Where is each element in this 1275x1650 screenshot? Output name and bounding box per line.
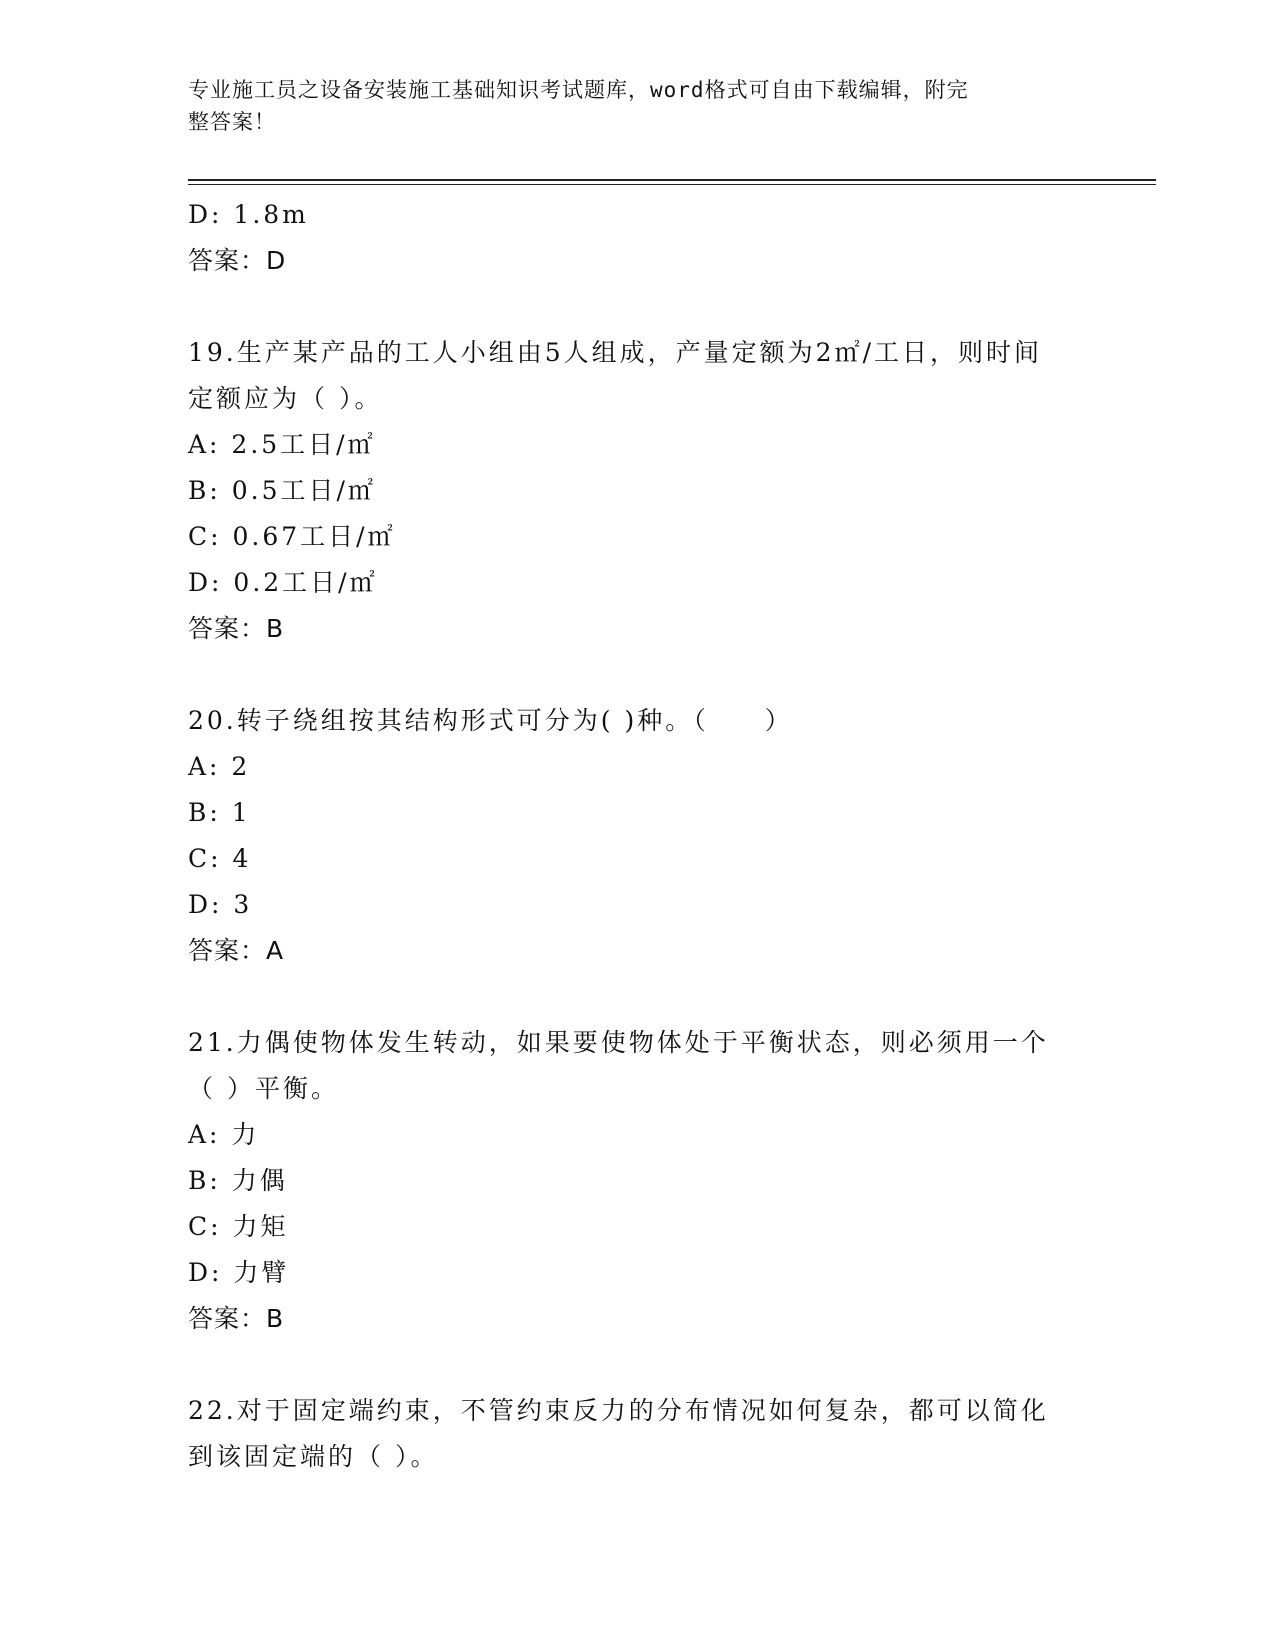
prev-option-d: D: 1.8m	[188, 200, 309, 229]
option-b: B: 0.5工日/㎡	[188, 476, 376, 505]
question-block-21	[188, 1020, 1088, 1342]
prev-answer: 答案：D	[188, 246, 287, 275]
option-d: D: 0.2工日/㎡	[188, 568, 378, 597]
question-block-22	[188, 1388, 1088, 1480]
header-divider-thick	[188, 179, 1156, 181]
question-text-cont: 到该固定端的（ ）。	[188, 1442, 439, 1471]
spacer	[188, 974, 1088, 1020]
option-c: C: 4	[188, 844, 252, 873]
option-b: B: 力偶	[188, 1166, 288, 1195]
answer: 答案：B	[188, 1304, 285, 1333]
header-divider-thin	[188, 184, 1156, 185]
answer: 答案：B	[188, 614, 285, 643]
question-text: 19.生产某产品的工人小组由5人组成，产量定额为2㎡/工日，则时间	[188, 338, 1042, 367]
question-text: 21.力偶使物体发生转动，如果要使物体处于平衡状态，则必须用一个	[188, 1028, 1049, 1057]
option-b: B: 1	[188, 798, 251, 827]
question-block-19	[188, 330, 1088, 652]
option-d: D: 力臂	[188, 1258, 290, 1287]
answer: 答案：A	[188, 936, 285, 965]
option-c: C: 0.67工日/㎡	[188, 522, 396, 551]
question-text: 20.转子绕组按其结构形式可分为( )种。（ ）	[188, 706, 793, 735]
option-c: C: 力矩	[188, 1212, 289, 1241]
spacer	[188, 1342, 1088, 1388]
header-line-2: 整答案！	[188, 110, 276, 134]
header-line-1: 专业施工员之设备安装施工基础知识考试题库，word格式可自由下载编辑，附完	[188, 78, 969, 102]
option-a: A: 力	[188, 1120, 260, 1149]
option-a: A: 2	[188, 752, 251, 781]
question-block-20	[188, 698, 1088, 974]
question-text-cont: 定额应为（ ）。	[188, 384, 383, 413]
option-d: D: 3	[188, 890, 253, 919]
document-body	[188, 192, 1088, 1480]
document-header	[188, 74, 1068, 138]
spacer	[188, 652, 1088, 698]
question-text-cont: （ ）平衡。	[188, 1074, 339, 1103]
spacer	[188, 284, 1088, 330]
option-a: A: 2.5工日/㎡	[188, 430, 376, 459]
question-text: 22.对于固定端约束，不管约束反力的分布情况如何复杂，都可以简化	[188, 1396, 1049, 1425]
